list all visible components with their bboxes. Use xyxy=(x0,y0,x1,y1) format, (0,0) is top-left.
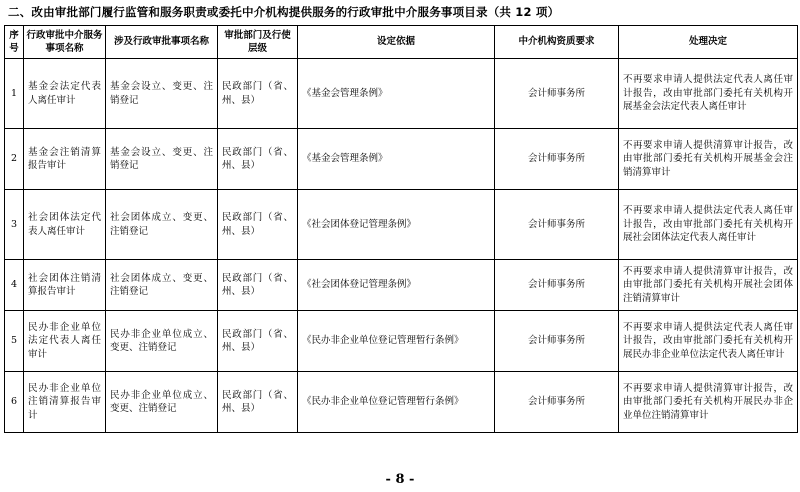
cell-qual: 会计师事务所 xyxy=(495,129,619,190)
cell-qual: 会计师事务所 xyxy=(495,190,619,260)
cell-item: 基金会法定代表人离任审计 xyxy=(24,59,106,129)
cell-dept: 民政部门（省、州、县） xyxy=(218,372,298,433)
cell-basis: 《民办非企业单位登记管理暂行条例》 xyxy=(298,372,495,433)
cell-qual: 会计师事务所 xyxy=(495,59,619,129)
table-row xyxy=(5,190,798,260)
cell-basis: 《基金会管理条例》 xyxy=(298,59,495,129)
header-basis: 设定依据 xyxy=(298,26,495,59)
table-row xyxy=(5,311,798,372)
cell-decision: 不再要求申请人提供清算审计报告，改由审批部门委托有关机构开展社会团体注销清算审计 xyxy=(619,260,798,311)
cell-basis: 《社会团体登记管理条例》 xyxy=(298,260,495,311)
cell-num: 5 xyxy=(5,311,24,372)
cell-dept: 民政部门（省、州、县） xyxy=(218,190,298,260)
cell-num: 1 xyxy=(5,59,24,129)
header-approval: 涉及行政审批事项名称 xyxy=(106,26,218,59)
cell-approval: 社会团体成立、变更、注销登记 xyxy=(106,260,218,311)
cell-approval: 民办非企业单位成立、变更、注销登记 xyxy=(106,311,218,372)
header-item: 行政审批中介服务事项名称 xyxy=(24,26,106,59)
document-title: 二、改由审批部门履行监管和服务职责或委托中介机构提供服务的行政审批中介服务事项目录（共 12 项） xyxy=(8,5,560,19)
service-catalog-table xyxy=(4,25,798,433)
cell-decision: 不再要求申请人提供清算审计报告，改由审批部门委托有关机构开展基金会注销清算审计 xyxy=(619,129,798,190)
table-row xyxy=(5,372,798,433)
cell-basis: 《基金会管理条例》 xyxy=(298,129,495,190)
cell-qual: 会计师事务所 xyxy=(495,372,619,433)
cell-num: 2 xyxy=(5,129,24,190)
cell-approval: 社会团体成立、变更、注销登记 xyxy=(106,190,218,260)
cell-basis: 《民办非企业单位登记管理暂行条例》 xyxy=(298,311,495,372)
header-qual: 中介机构资质要求 xyxy=(495,26,619,59)
cell-dept: 民政部门（省、州、县） xyxy=(218,311,298,372)
cell-item: 民办非企业单位法定代表人离任审计 xyxy=(24,311,106,372)
table-row xyxy=(5,129,798,190)
cell-qual: 会计师事务所 xyxy=(495,311,619,372)
cell-dept: 民政部门（省、州、县） xyxy=(218,59,298,129)
cell-decision: 不再要求申请人提供法定代表人离任审计报告，改由审批部门委托有关机构开展基金会法定代表人离任审计 xyxy=(619,59,798,129)
cell-num: 4 xyxy=(5,260,24,311)
page-number: - 8 - xyxy=(385,472,415,487)
header-decision: 处理决定 xyxy=(619,26,798,59)
cell-decision: 不再要求申请人提供法定代表人离任审计报告，改由审批部门委托有关机构开展民办非企业单位法定代表人离任审计 xyxy=(619,311,798,372)
cell-num: 6 xyxy=(5,372,24,433)
cell-item: 民办非企业单位注销清算报告审计 xyxy=(24,372,106,433)
header-num: 序号 xyxy=(5,26,24,59)
cell-decision: 不再要求申请人提供清算审计报告，改由审批部门委托有关机构开展民办非企业单位注销清算审计 xyxy=(619,372,798,433)
cell-item: 社会团体注销清算报告审计 xyxy=(24,260,106,311)
cell-approval: 基金会设立、变更、注销登记 xyxy=(106,129,218,190)
cell-num: 3 xyxy=(5,190,24,260)
header-dept: 审批部门及行使层级 xyxy=(218,26,298,59)
cell-dept: 民政部门（省、州、县） xyxy=(218,129,298,190)
cell-approval: 民办非企业单位成立、变更、注销登记 xyxy=(106,372,218,433)
cell-decision: 不再要求申请人提供法定代表人离任审计报告，改由审批部门委托有关机构开展社会团体法定代表人离任审计 xyxy=(619,190,798,260)
cell-item: 基金会注销清算报告审计 xyxy=(24,129,106,190)
cell-qual: 会计师事务所 xyxy=(495,260,619,311)
table-row xyxy=(5,260,798,311)
table-row xyxy=(5,59,798,129)
cell-basis: 《社会团体登记管理条例》 xyxy=(298,190,495,260)
cell-dept: 民政部门（省、州、县） xyxy=(218,260,298,311)
table-header-row xyxy=(5,26,798,59)
cell-item: 社会团体法定代表人离任审计 xyxy=(24,190,106,260)
cell-approval: 基金会设立、变更、注销登记 xyxy=(106,59,218,129)
